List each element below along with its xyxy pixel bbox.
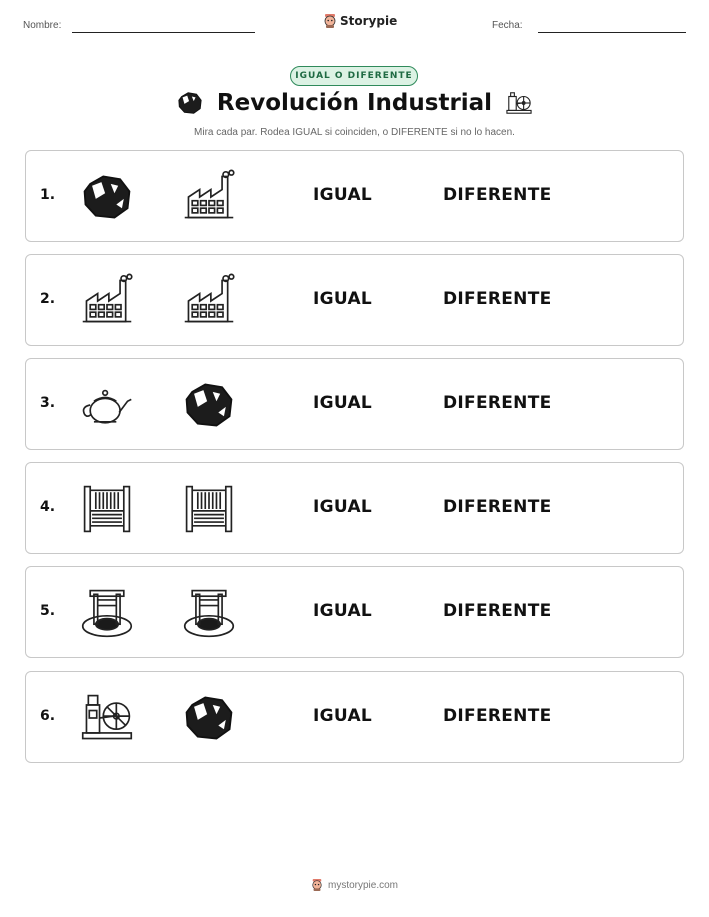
question-row-3	[25, 358, 684, 450]
diferente-option[interactable]: DIFERENTE	[443, 706, 552, 726]
mine-shaft-icon	[180, 585, 238, 641]
worksheet-type-badge: IGUAL O DIFERENTE	[290, 66, 418, 86]
name-label: Nombre:	[23, 20, 62, 31]
coal-icon	[78, 169, 136, 225]
loom-icon	[78, 481, 136, 537]
factory-icon	[180, 273, 238, 329]
diferente-option[interactable]: DIFERENTE	[443, 185, 552, 205]
igual-option[interactable]: IGUAL	[313, 706, 373, 726]
factory-icon	[78, 273, 136, 329]
storypie-mascot-icon	[311, 878, 323, 892]
igual-option[interactable]: IGUAL	[313, 185, 373, 205]
steam-engine-icon	[78, 690, 136, 746]
question-number: 2.	[40, 291, 56, 307]
diferente-option[interactable]: DIFERENTE	[443, 393, 552, 413]
footer-url[interactable]: mystorypie.com	[327, 879, 398, 891]
coal-icon	[175, 90, 205, 116]
coal-icon	[180, 690, 238, 746]
date-label: Fecha:	[492, 20, 523, 31]
coal-icon	[180, 377, 238, 433]
question-row-4	[25, 462, 684, 554]
question-row-2	[25, 254, 684, 346]
title-row	[0, 90, 709, 116]
instructions: Mira cada par. Rodea IGUAL si coinciden, o DIFERENTE si no lo hacen.	[194, 127, 515, 138]
name-input-line[interactable]	[72, 32, 255, 33]
question-row-6	[25, 671, 684, 763]
igual-option[interactable]: IGUAL	[313, 393, 373, 413]
question-row-1	[25, 150, 684, 242]
teapot-icon	[78, 377, 136, 433]
brand-logo	[323, 13, 397, 29]
factory-icon	[180, 169, 238, 225]
diferente-option[interactable]: DIFERENTE	[443, 289, 552, 309]
question-number: 1.	[40, 187, 56, 203]
footer	[0, 878, 709, 892]
date-input-line[interactable]	[538, 32, 686, 33]
igual-option[interactable]: IGUAL	[313, 497, 373, 517]
loom-icon	[180, 481, 238, 537]
diferente-option[interactable]: DIFERENTE	[443, 497, 552, 517]
brand-name: Storypie	[340, 14, 398, 28]
steam-engine-icon	[504, 90, 534, 116]
question-number: 3.	[40, 395, 56, 411]
diferente-option[interactable]: DIFERENTE	[443, 601, 552, 621]
mine-shaft-icon	[78, 585, 136, 641]
question-number: 4.	[40, 499, 56, 515]
question-row-5	[25, 566, 684, 658]
igual-option[interactable]: IGUAL	[313, 601, 373, 621]
storypie-mascot-icon	[323, 13, 337, 29]
igual-option[interactable]: IGUAL	[313, 289, 373, 309]
question-number: 5.	[40, 603, 56, 619]
question-number: 6.	[40, 708, 56, 724]
page-title: Revolución Industrial	[216, 90, 493, 116]
